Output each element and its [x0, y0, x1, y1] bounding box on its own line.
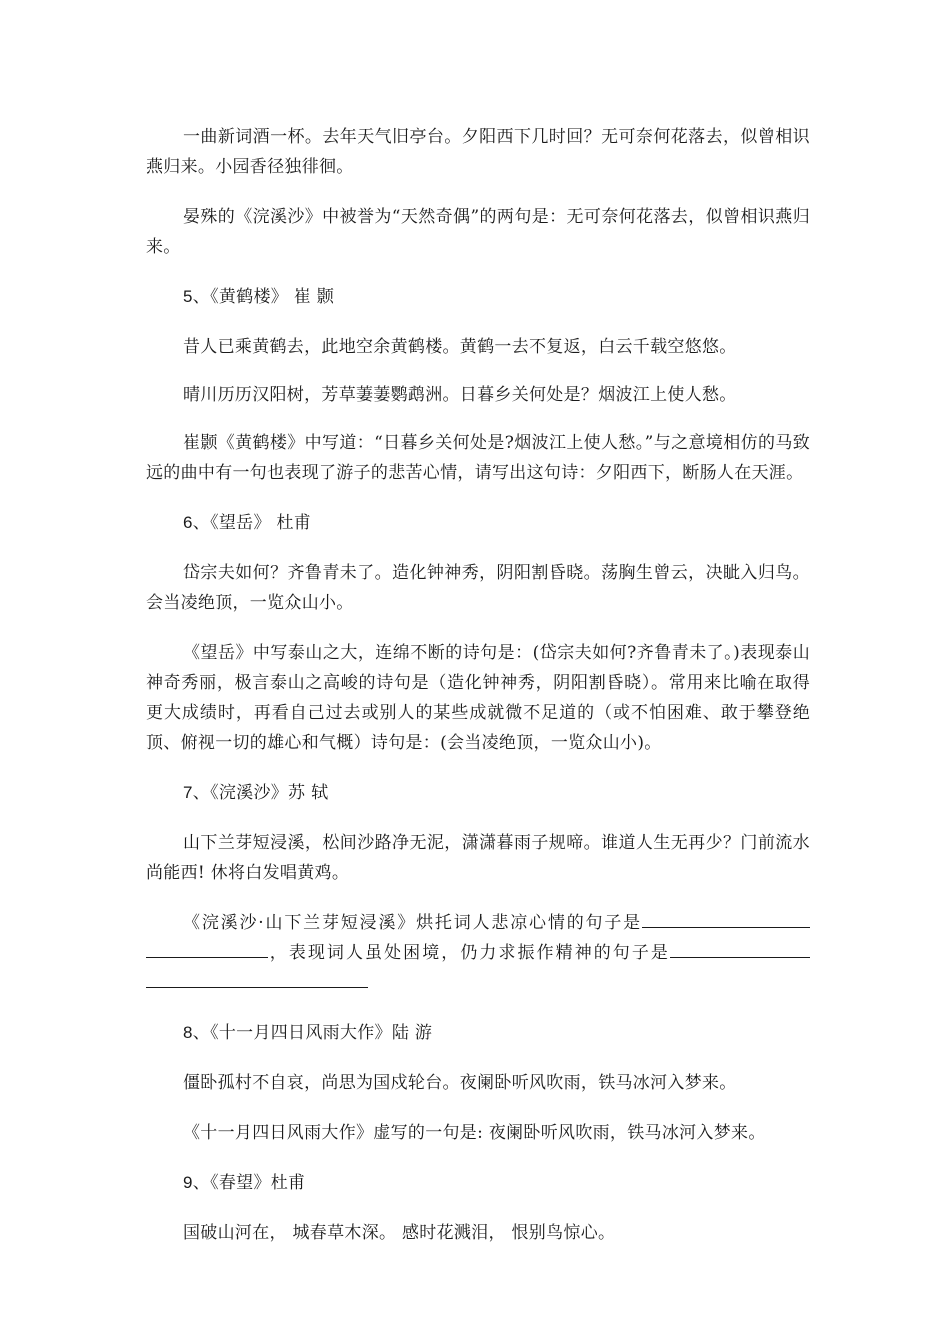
section-heading-5	[146, 282, 810, 312]
poem-paragraph: 岱宗夫如何？齐鲁青未了。造化钟神秀，阴阳割昏晓。荡胸生曾云，决眦入归鸟。会当凌绝顶，一览众山小。	[146, 563, 810, 613]
section-title: 《浣溪沙》苏 轼	[210, 783, 329, 803]
note-paragraph: 《十一月四日风雨大作》虚写的一句是: 夜阑卧听风吹雨，铁马冰河入梦来。	[183, 1123, 766, 1143]
poem-paragraph: 国破山河在， 城春草木深。 感时花溅泪， 恨别鸟惊心。	[183, 1223, 616, 1243]
poem-paragraph: 一曲新词酒一杯。去年天气旧亭台。夕阳西下几时回？无可奈何花落去，似曾相识燕归来。小园香径独徘徊。	[146, 127, 810, 177]
poem-paragraph: 昔人已乘黄鹤去，此地空余黄鹤楼。黄鹤一去不复返，白云千载空悠悠。	[183, 337, 737, 357]
section-title: 《十一月四日风雨大作》陆 游	[210, 1023, 433, 1043]
poem-paragraph: 晴川历历汉阳树，芳草萋萋鹦鹉洲。日暮乡关何处是？烟波江上使人愁。	[183, 385, 737, 405]
section-title: 《黄鹤楼》 崔 颢	[210, 287, 335, 307]
answer-blank	[642, 909, 810, 928]
section-number: 6、	[183, 513, 211, 532]
section-number: 8、	[183, 1023, 211, 1042]
section-heading-8	[146, 1018, 810, 1048]
fill-in-question	[146, 908, 810, 998]
section-heading-7	[146, 778, 810, 808]
section-heading-9	[146, 1168, 810, 1198]
section-number: 5、	[183, 287, 211, 306]
section-number: 9、	[183, 1173, 211, 1192]
section-heading-6	[146, 508, 810, 538]
note-paragraph: 《望岳》中写泰山之大，连绵不断的诗句是：(岱宗夫如何?齐鲁青未了。)表现泰山神奇秀丽，极言泰山之高峻的诗句是（造化钟神秀，阴阳割昏晓）。常用来比喻在取得更大成绩时，再看自己过去或别人的某些成就微不足道的（或不怕困难、敢于攀登绝顶、俯视一切的雄心和气概）诗句是：(会当凌绝顶，一览众山小)。	[146, 643, 810, 753]
question-text: ，表现词人虽处困境，仍力求振作精神的句子是	[268, 943, 670, 963]
note-paragraph: 晏殊的《浣溪沙》中被誉为“天然奇偶”的两句是：无可奈何花落去，似曾相识燕归来。	[146, 207, 810, 257]
section-title: 《望岳》 杜甫	[210, 513, 312, 533]
answer-blank	[670, 939, 810, 958]
answer-blank	[146, 969, 368, 988]
note-paragraph: 崔颢《黄鹤楼》中写道：“日暮乡关何处是?烟波江上使人愁。”与之意境相仿的马致远的曲中有一句也表现了游子的悲苦心情，请写出这句诗：夕阳西下，断肠人在天涯。	[146, 433, 810, 483]
document-page	[146, 122, 810, 1248]
section-title: 《春望》杜甫	[210, 1173, 306, 1193]
section-number: 7、	[183, 783, 211, 802]
question-text: 《浣溪沙·山下兰芽短浸溪》烘托词人悲凉心情的句子是	[183, 913, 642, 933]
poem-paragraph: 山下兰芽短浸溪，松间沙路净无泥，潇潇暮雨子规啼。谁道人生无再少？门前流水尚能西! 休将白发唱黄鸡。	[146, 833, 810, 883]
poem-paragraph: 僵卧孤村不自哀，尚思为国戍轮台。夜阑卧听风吹雨，铁马冰河入梦来。	[183, 1073, 737, 1093]
answer-blank	[146, 939, 268, 958]
